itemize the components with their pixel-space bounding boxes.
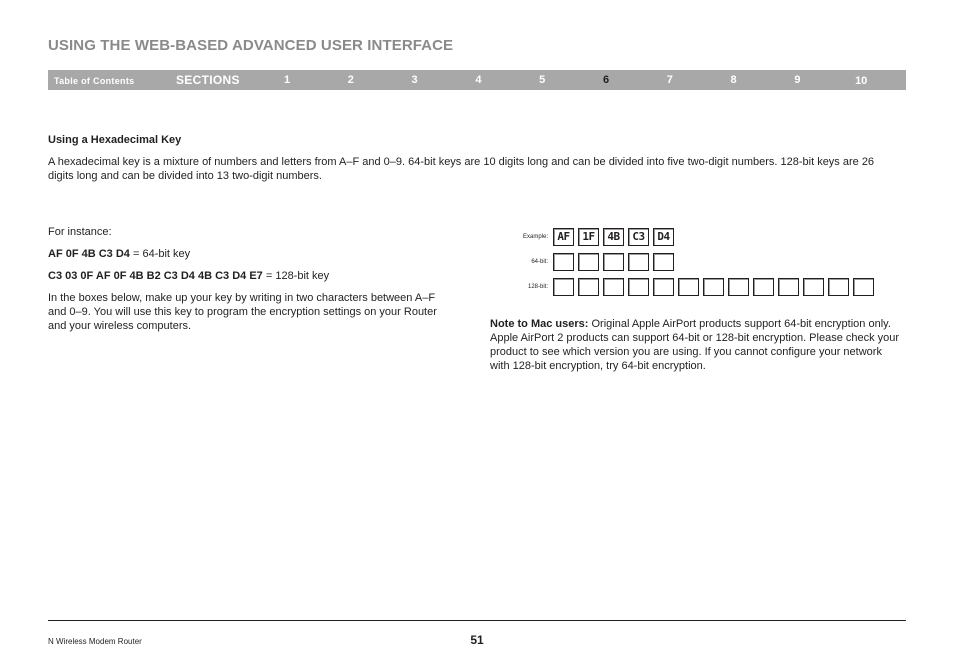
section-link-1[interactable]: 1 [283, 74, 291, 86]
section-heading: Using a Hexadecimal Key [48, 134, 182, 146]
page-number: 51 [470, 633, 484, 647]
example-key-box: D4 [653, 228, 674, 246]
example-key-box: 4B [603, 228, 624, 246]
mac-note-text: Original Apple AirPort products support 64-bit encryption only. Apple AirPort 2 products can support 64-bit or 128-bit encryption. Please check your product to see which version you are using. If you cannot configure your network with 128-bit encryption, try 64-bit encryption. [490, 318, 900, 372]
example-key-box: 1F [578, 228, 599, 246]
section-link-8[interactable]: 8 [730, 74, 737, 86]
example-row-label: Example: [522, 234, 548, 240]
bit128-row-label: 128-bit: [527, 284, 548, 290]
bit64-row-label: 64-bit: [531, 259, 548, 265]
bit128-key-box[interactable] [703, 278, 724, 296]
bit128-key-box[interactable] [853, 278, 874, 296]
bit128-key-box[interactable] [678, 278, 699, 296]
intro-paragraph: A hexadecimal key is a mixture of numbers and letters from A–F and 0–9. 64-bit keys are 10 digits long and can be divided into five two-digit numbers. 128-bit keys are 26 digits long and can be divided into 13 two-digit numbers. [48, 156, 875, 182]
bit64-key-box[interactable] [578, 253, 599, 271]
section-link-3[interactable]: 3 [411, 74, 418, 86]
bit128-key-box[interactable] [578, 278, 599, 296]
bit64-key-box[interactable] [603, 253, 624, 271]
section-link-6[interactable]: 6 [602, 74, 610, 86]
footer-divider [48, 620, 906, 621]
key-64-example [48, 247, 468, 261]
section-link-9[interactable]: 9 [794, 74, 801, 86]
bit128-key-box[interactable] [828, 278, 849, 296]
bit128-key-box[interactable] [778, 278, 799, 296]
bit128-key-box[interactable] [603, 278, 624, 296]
footer-product-name: N Wireless Modem Router [48, 637, 142, 646]
section-link-7[interactable]: 7 [666, 74, 673, 86]
instructions-paragraph: In the boxes below, make up your key by writing in two characters between A–F and 0–9. You will use this key to program the encryption settings on your Router and your wireless computers. [48, 292, 437, 332]
key-64-value: AF 0F 4B C3 D4 [48, 248, 130, 260]
bit64-key-box[interactable] [628, 253, 649, 271]
bit128-key-box[interactable] [553, 278, 574, 296]
section-link-10[interactable]: 10 [855, 75, 868, 87]
page-header-title: USING THE WEB-BASED ADVANCED USER INTERFACE [48, 37, 454, 54]
bit128-key-box[interactable] [653, 278, 674, 296]
example-key-box: C3 [628, 228, 649, 246]
bit128-key-box[interactable] [628, 278, 649, 296]
section-nav-bar [48, 70, 906, 90]
bit128-key-box[interactable] [728, 278, 749, 296]
bit64-key-box[interactable] [553, 253, 574, 271]
bit128-key-box[interactable] [803, 278, 824, 296]
key-128-example [48, 269, 468, 283]
mac-note-label: Note to Mac users: [490, 318, 589, 330]
key-128-value: C3 03 0F AF 0F 4B B2 C3 D4 4B C3 D4 E7 [48, 270, 263, 282]
key-example-diagram [510, 226, 890, 300]
mac-users-note [490, 317, 902, 373]
example-key-box: AF [553, 228, 574, 246]
table-of-contents-link[interactable]: Table of Contents [54, 76, 135, 86]
key-64-suffix: = 64-bit key [129, 248, 191, 260]
for-instance-text: For instance: [48, 226, 112, 238]
section-link-5[interactable]: 5 [539, 74, 546, 86]
key-128-suffix: = 128-bit key [262, 270, 330, 282]
section-link-2[interactable]: 2 [347, 74, 354, 86]
sections-label: SECTIONS [176, 73, 240, 87]
bit64-key-box[interactable] [653, 253, 674, 271]
section-link-4[interactable]: 4 [475, 74, 482, 86]
bit128-key-box[interactable] [753, 278, 774, 296]
